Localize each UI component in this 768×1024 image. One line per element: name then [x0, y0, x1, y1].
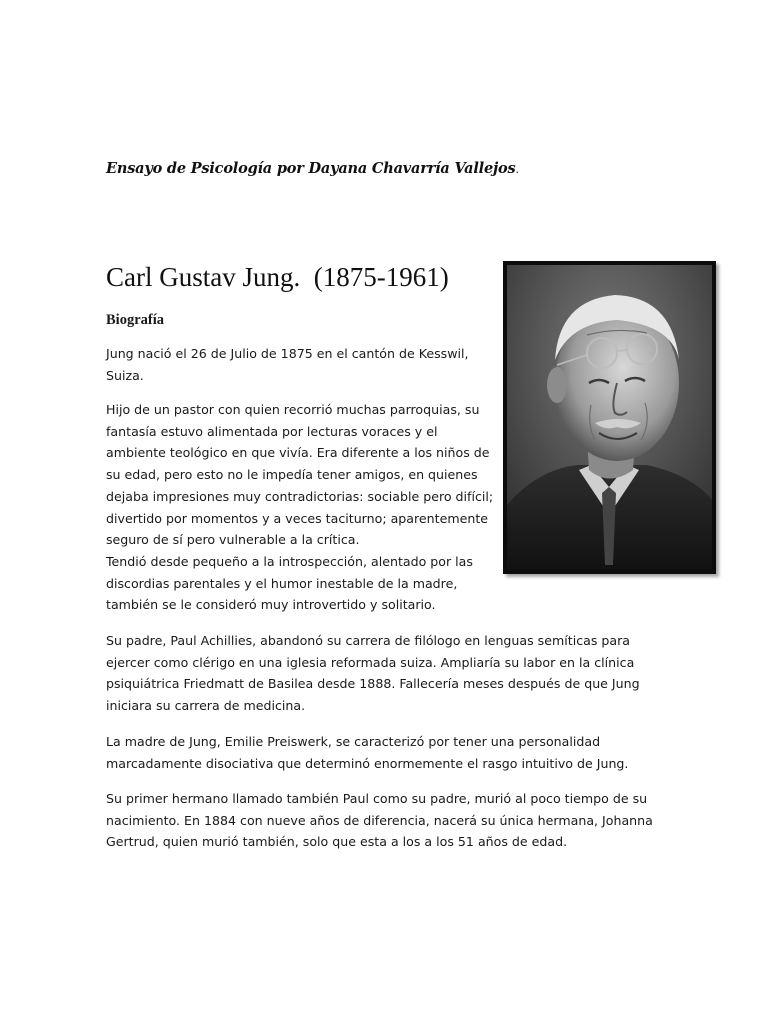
essay-subtitle: [106, 160, 519, 177]
page-title: Carl Gustav Jung. (1875-1961): [106, 262, 449, 292]
section-heading-biografia: Biografía: [106, 312, 164, 328]
essay-subtitle-period: .: [515, 163, 519, 176]
paragraph-mother: La madre de Jung, Emilie Preiswerk, se caracterizó por tener una personalidad marcadamente disociativa que determinó enormemente el rasgo intuitivo de Jung.: [106, 734, 629, 771]
portrait-image: [507, 265, 712, 570]
paragraph-birth: Jung nació el 26 de Julio de 1875 en el cantón de Kesswil, Suiza.: [106, 346, 469, 383]
paragraph-childhood: Hijo de un pastor con quien recorrió muchas parroquias, su fantasía estuvo alimentada por lecturas voraces y el ambiente teológico en que vivía. Era diferente a los niños de su edad, pero esto no le impedía tener amigos, en quienes dejaba impresiones muy contradictorias: sociable pero difícil; divertido por momentos y a veces taciturno; aparentemente seguro de sí pero vulnerable a la crítica. Tendió desde pequeño a la introspección, alentado por las discordias parentales y el humor inestable de la madre, también se le consideró muy introvertido y solitario.: [106, 402, 494, 613]
essay-subtitle-text: Ensayo de Psicología por Dayana Chavarría Vallejos: [106, 160, 516, 177]
paragraph-siblings: Su primer hermano llamado también Paul como su padre, murió al poco tiempo de su nacimiento. En 1884 con nueve años de diferencia, nacerá su única hermana, Johanna Gertrud, quien murió también, solo que esta a los a los 51 años de edad.: [106, 791, 653, 850]
paragraph-father: Su padre, Paul Achillies, abandonó su carrera de filólogo en lenguas semíticas para ejercer como clérigo en una iglesia reformada suiza. Ampliaría su labor en la clínica psiquiátrica Friedmatt de Basilea desde 1888. Fallecería meses después de que Jung iniciara su carrera de medicina.: [106, 633, 640, 714]
portrait-photo: [503, 261, 716, 574]
